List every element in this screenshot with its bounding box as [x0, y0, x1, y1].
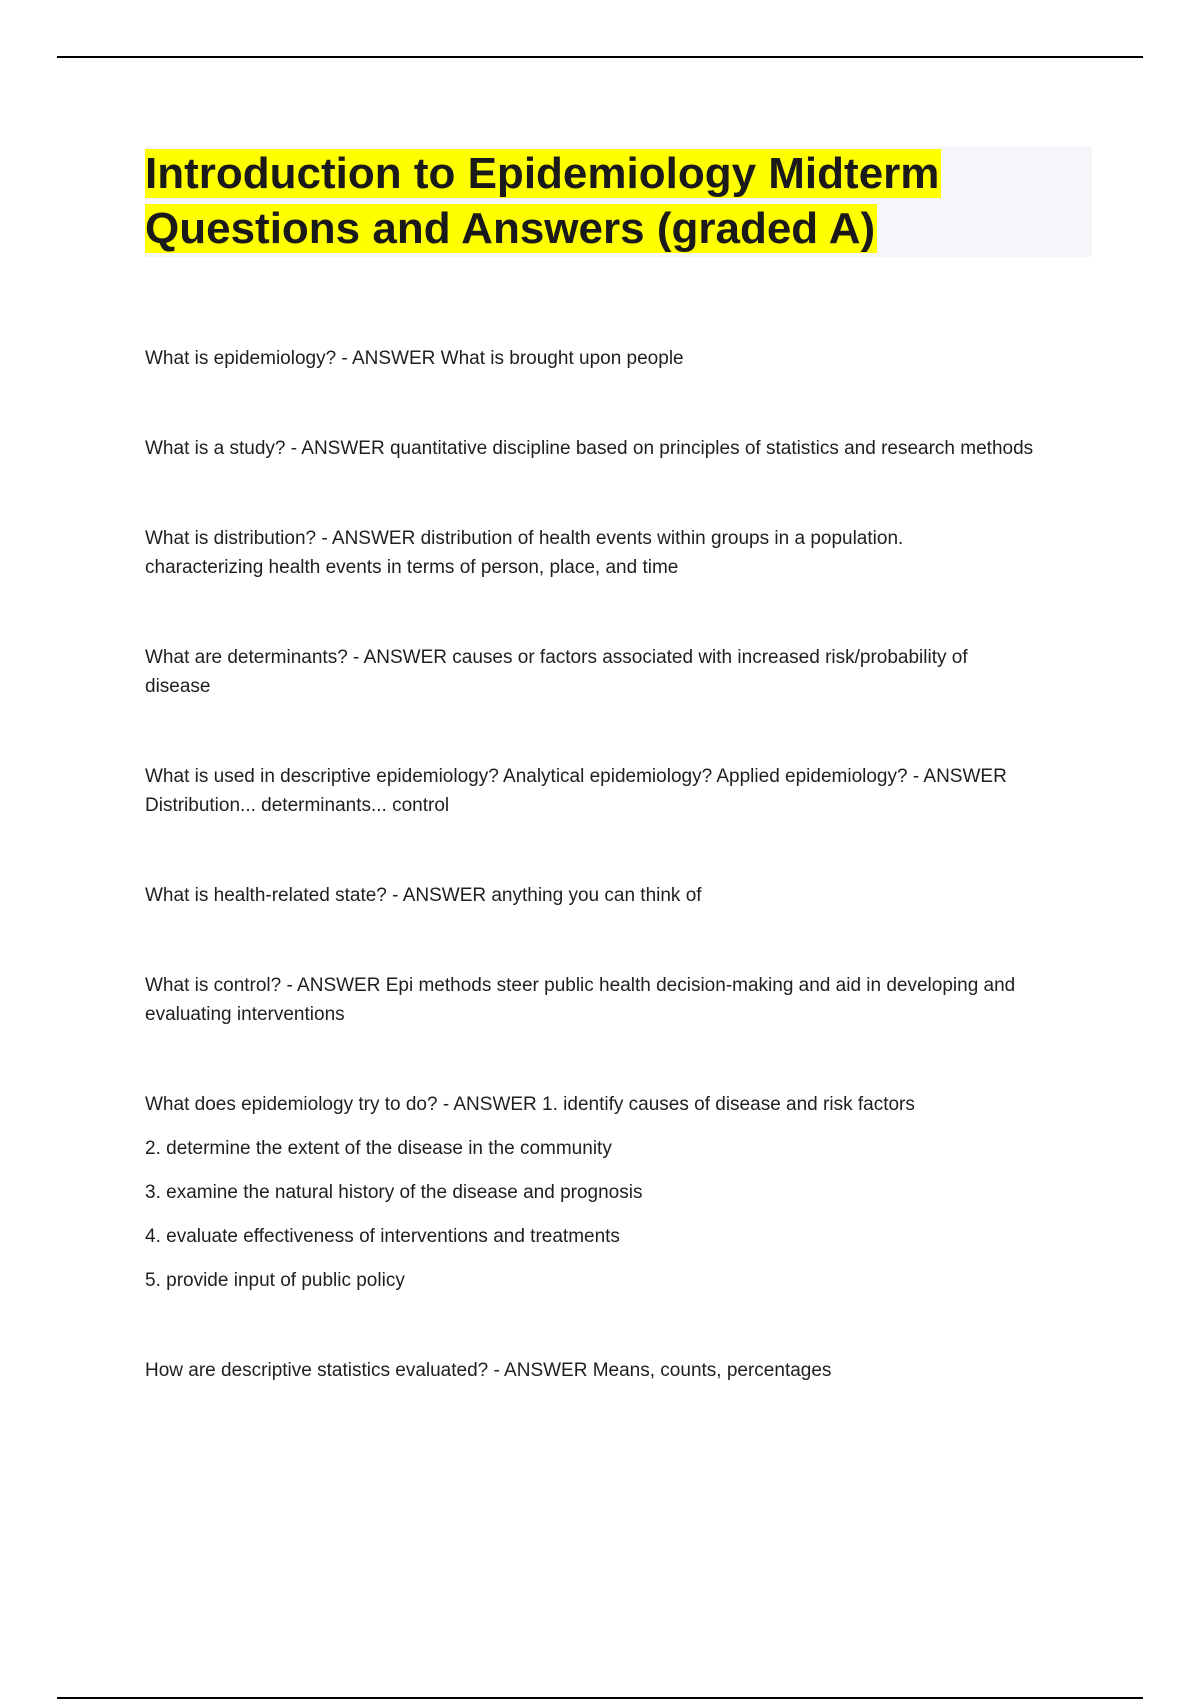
document-title-line-1 — [145, 146, 941, 202]
qa-item-continuation: Distribution... determinants... control — [145, 795, 450, 816]
qa-item: What is a study? - ANSWER quantitative discipline based on principles of statistics and research methods — [145, 438, 1034, 459]
qa-item: What are determinants? - ANSWER causes or factors associated with increased risk/probability of — [145, 647, 968, 668]
title-highlight-1: Introduction to Epidemiology Midterm — [145, 149, 940, 198]
qa-item-continuation: disease — [145, 676, 211, 697]
list-item: 4. evaluate effectiveness of interventions and treatments — [145, 1226, 620, 1247]
qa-item: What is used in descriptive epidemiology? Analytical epidemiology? Applied epidemiology? - ANSWER — [145, 766, 1007, 787]
qa-item: What is control? - ANSWER Epi methods steer public health decision-making and aid in developing and — [145, 975, 1016, 996]
qa-item: What is epidemiology? - ANSWER What is brought upon people — [145, 348, 684, 369]
qa-item-continuation: evaluating interventions — [145, 1004, 345, 1025]
top-rule — [57, 56, 1143, 58]
bottom-rule — [57, 1697, 1143, 1699]
document-title-line-2 — [145, 201, 877, 257]
list-item: 3. examine the natural history of the disease and prognosis — [145, 1182, 643, 1203]
qa-item: What is health-related state? - ANSWER anything you can think of — [145, 885, 702, 906]
qa-list — [145, 344, 1095, 1385]
title-highlight-2: Questions and Answers (graded A) — [145, 204, 876, 253]
qa-item-continuation: characterizing health events in terms of person, place, and time — [145, 557, 679, 578]
qa-item: What does epidemiology try to do? - ANSWER 1. identify causes of disease and risk factors — [145, 1094, 915, 1115]
qa-item: What is distribution? - ANSWER distribution of health events within groups in a population. — [145, 528, 904, 549]
list-item: 5. provide input of public policy — [145, 1270, 405, 1291]
qa-item: How are descriptive statistics evaluated? - ANSWER Means, counts, percentages — [145, 1360, 832, 1381]
list-item: 2. determine the extent of the disease in the community — [145, 1138, 612, 1159]
